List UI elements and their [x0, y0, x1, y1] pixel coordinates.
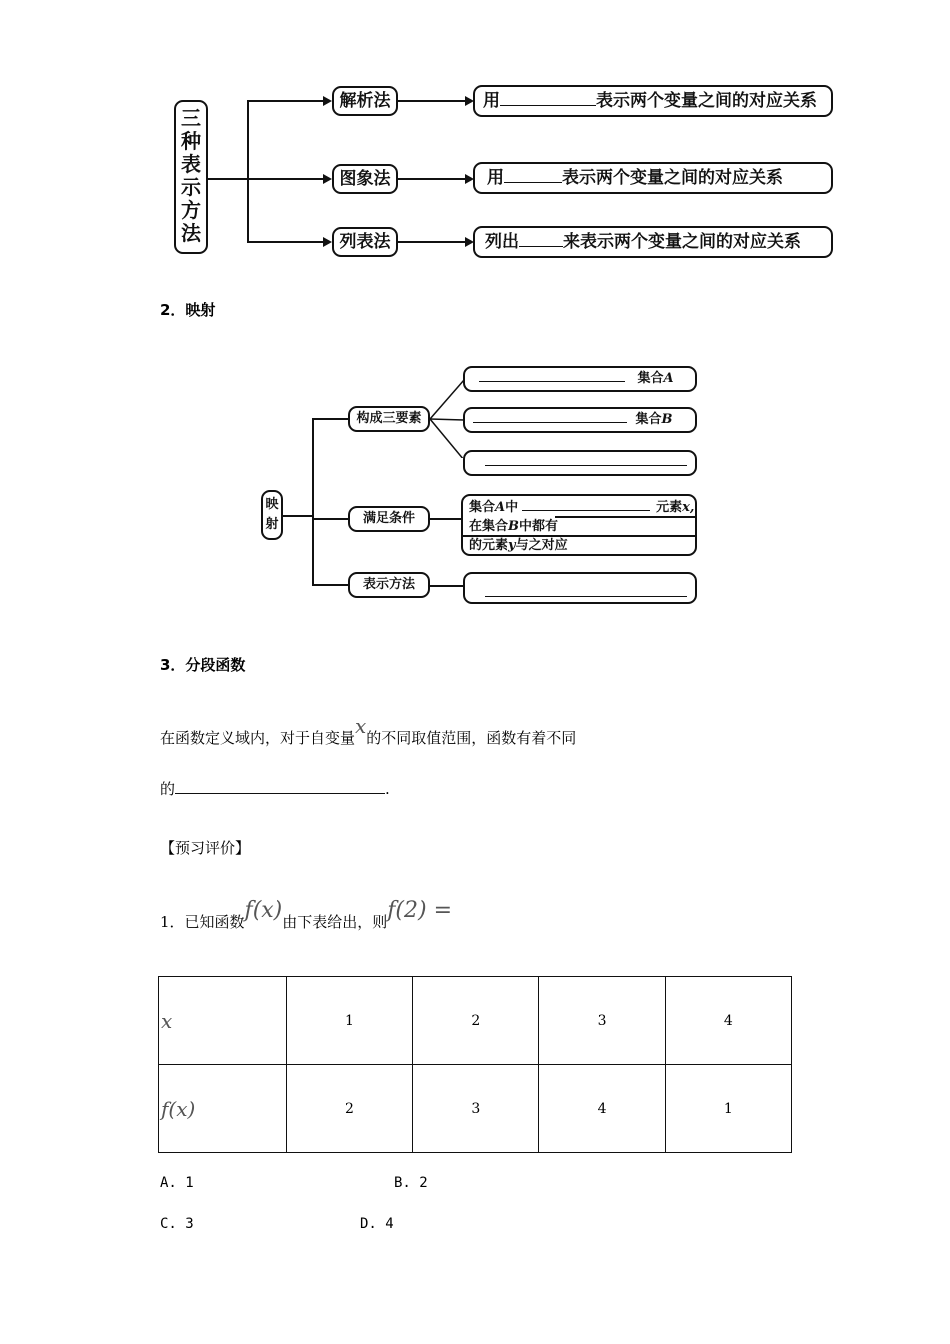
cond-text: 中 — [505, 500, 519, 515]
connector — [398, 241, 466, 243]
diagram1-root-box — [174, 100, 208, 254]
condition-line3 — [469, 536, 695, 555]
cond-text: 与之对应 — [515, 538, 568, 553]
cond-var: y — [508, 538, 516, 553]
method-box-analytic — [332, 86, 398, 116]
preview-title: 【预习评价】 — [160, 839, 251, 857]
cond-var: A — [495, 500, 506, 515]
question-text: 由下表给出，则 — [282, 913, 388, 931]
option-b: B. 2 — [394, 1175, 428, 1191]
element-box-a — [463, 366, 697, 392]
method-name: 列表法 — [339, 232, 391, 252]
piecewise-definition-line2 — [160, 778, 390, 799]
root-char: 种 — [181, 129, 201, 153]
root-char: 示 — [181, 175, 201, 199]
table-cell: 2 — [286, 1065, 412, 1153]
arrow-icon — [323, 96, 332, 106]
connector — [312, 418, 348, 420]
cond-var: B — [508, 519, 520, 534]
connector — [208, 178, 248, 180]
variable-x: x — [355, 714, 367, 738]
fan-lines — [428, 378, 468, 458]
desc-suffix: 表示两个变量之间的对应关系 — [596, 91, 817, 111]
element-label: 集合 — [637, 371, 664, 386]
cond-text: 集合 — [469, 500, 496, 515]
option-a: A. 1 — [160, 1175, 194, 1191]
element-var: B — [661, 412, 673, 427]
desc-prefix: 用 — [483, 91, 500, 111]
desc-suffix: 表示两个变量之间的对应关系 — [562, 168, 783, 188]
cond-text: 中都有 — [519, 519, 559, 534]
cond-var: x, — [682, 500, 695, 515]
header-x: x — [161, 1008, 173, 1033]
branch-label: 构成三要素 — [356, 411, 422, 426]
table-cell: 3 — [413, 1065, 539, 1153]
condition-box — [461, 494, 697, 556]
element-label: 集合 — [635, 412, 662, 427]
table-header-cell — [159, 1065, 287, 1153]
branch-representation — [348, 572, 430, 598]
fill-blank — [473, 422, 627, 423]
table-cell: 1 — [665, 1065, 791, 1153]
section2-title: 2．映射 — [160, 301, 216, 319]
connector — [312, 584, 348, 586]
table-row — [159, 977, 792, 1065]
arrow-icon — [323, 237, 332, 247]
method-box-table — [332, 227, 398, 257]
definition-text: 的 — [160, 780, 176, 798]
function-table — [158, 976, 792, 1153]
root-char: 三 — [181, 106, 201, 130]
branch-label: 表示方法 — [362, 577, 415, 592]
desc-prefix: 用 — [487, 168, 504, 188]
condition-underline — [461, 535, 697, 537]
element-box-b — [463, 407, 697, 433]
condition-line2 — [469, 517, 695, 536]
branch-elements — [348, 406, 430, 432]
condition-underline — [555, 516, 697, 518]
fill-blank — [175, 793, 385, 794]
header-fx: f(x) — [161, 1096, 196, 1121]
representation-box — [463, 572, 697, 604]
table-row — [159, 1065, 792, 1153]
definition-text: 的不同取值范围，函数有着不同 — [366, 729, 577, 747]
connector — [398, 178, 466, 180]
mapping-root-box — [261, 490, 283, 540]
table-header-cell — [159, 977, 287, 1065]
question-text: 1．已知函数 — [160, 913, 245, 931]
connector — [430, 518, 464, 520]
connector — [247, 241, 325, 243]
section3-title: 3．分段函数 — [160, 656, 246, 674]
desc-prefix: 列出 — [485, 232, 519, 252]
definition-text: 在函数定义域内，对于自变量 — [160, 729, 356, 747]
arrow-icon — [323, 174, 332, 184]
method-box-graph — [332, 164, 398, 194]
connector — [247, 100, 325, 102]
connector — [247, 100, 249, 242]
table-cell: 4 — [665, 977, 791, 1065]
element-var: A — [663, 371, 674, 386]
root-char: 方 — [181, 198, 201, 222]
fill-blank — [479, 381, 625, 382]
function-f2: f(2) = — [387, 898, 453, 923]
table-cell: 4 — [539, 1065, 665, 1153]
root-char: 表 — [181, 152, 201, 176]
root-char: 映 — [265, 497, 279, 512]
branch-label: 满足条件 — [362, 511, 415, 526]
desc-box-analytic — [473, 85, 833, 117]
connector — [283, 515, 313, 517]
fill-blank — [519, 246, 563, 247]
option-d: D. 4 — [360, 1216, 394, 1232]
connector — [430, 585, 464, 587]
condition-line1 — [469, 498, 695, 517]
connector — [312, 418, 314, 585]
fill-blank — [522, 510, 650, 511]
branch-condition — [348, 506, 430, 532]
method-name: 图象法 — [339, 169, 391, 189]
table-cell: 3 — [539, 977, 665, 1065]
fill-blank — [485, 580, 687, 597]
table-cell: 1 — [286, 977, 412, 1065]
question-1 — [160, 898, 453, 933]
cond-text: 元素 — [656, 500, 683, 515]
desc-box-table — [473, 226, 833, 258]
fill-blank — [500, 105, 596, 106]
method-name: 解析法 — [339, 91, 391, 111]
connector — [249, 178, 325, 180]
root-char: 射 — [265, 517, 279, 532]
desc-box-graph — [473, 162, 833, 194]
fill-blank — [485, 465, 687, 466]
fill-blank — [504, 182, 562, 183]
cond-text: 在集合 — [469, 519, 509, 534]
table-cell: 2 — [413, 977, 539, 1065]
desc-suffix: 来表示两个变量之间的对应关系 — [563, 232, 801, 252]
option-c: C. 3 — [160, 1216, 194, 1232]
definition-text: . — [385, 780, 390, 798]
root-char: 法 — [181, 221, 201, 245]
piecewise-definition-line1 — [160, 714, 577, 748]
connector — [398, 100, 466, 102]
function-fx: f(x) — [244, 898, 283, 923]
element-box-rule — [463, 450, 697, 476]
cond-text: 的元素 — [469, 538, 509, 553]
connector — [313, 518, 348, 520]
